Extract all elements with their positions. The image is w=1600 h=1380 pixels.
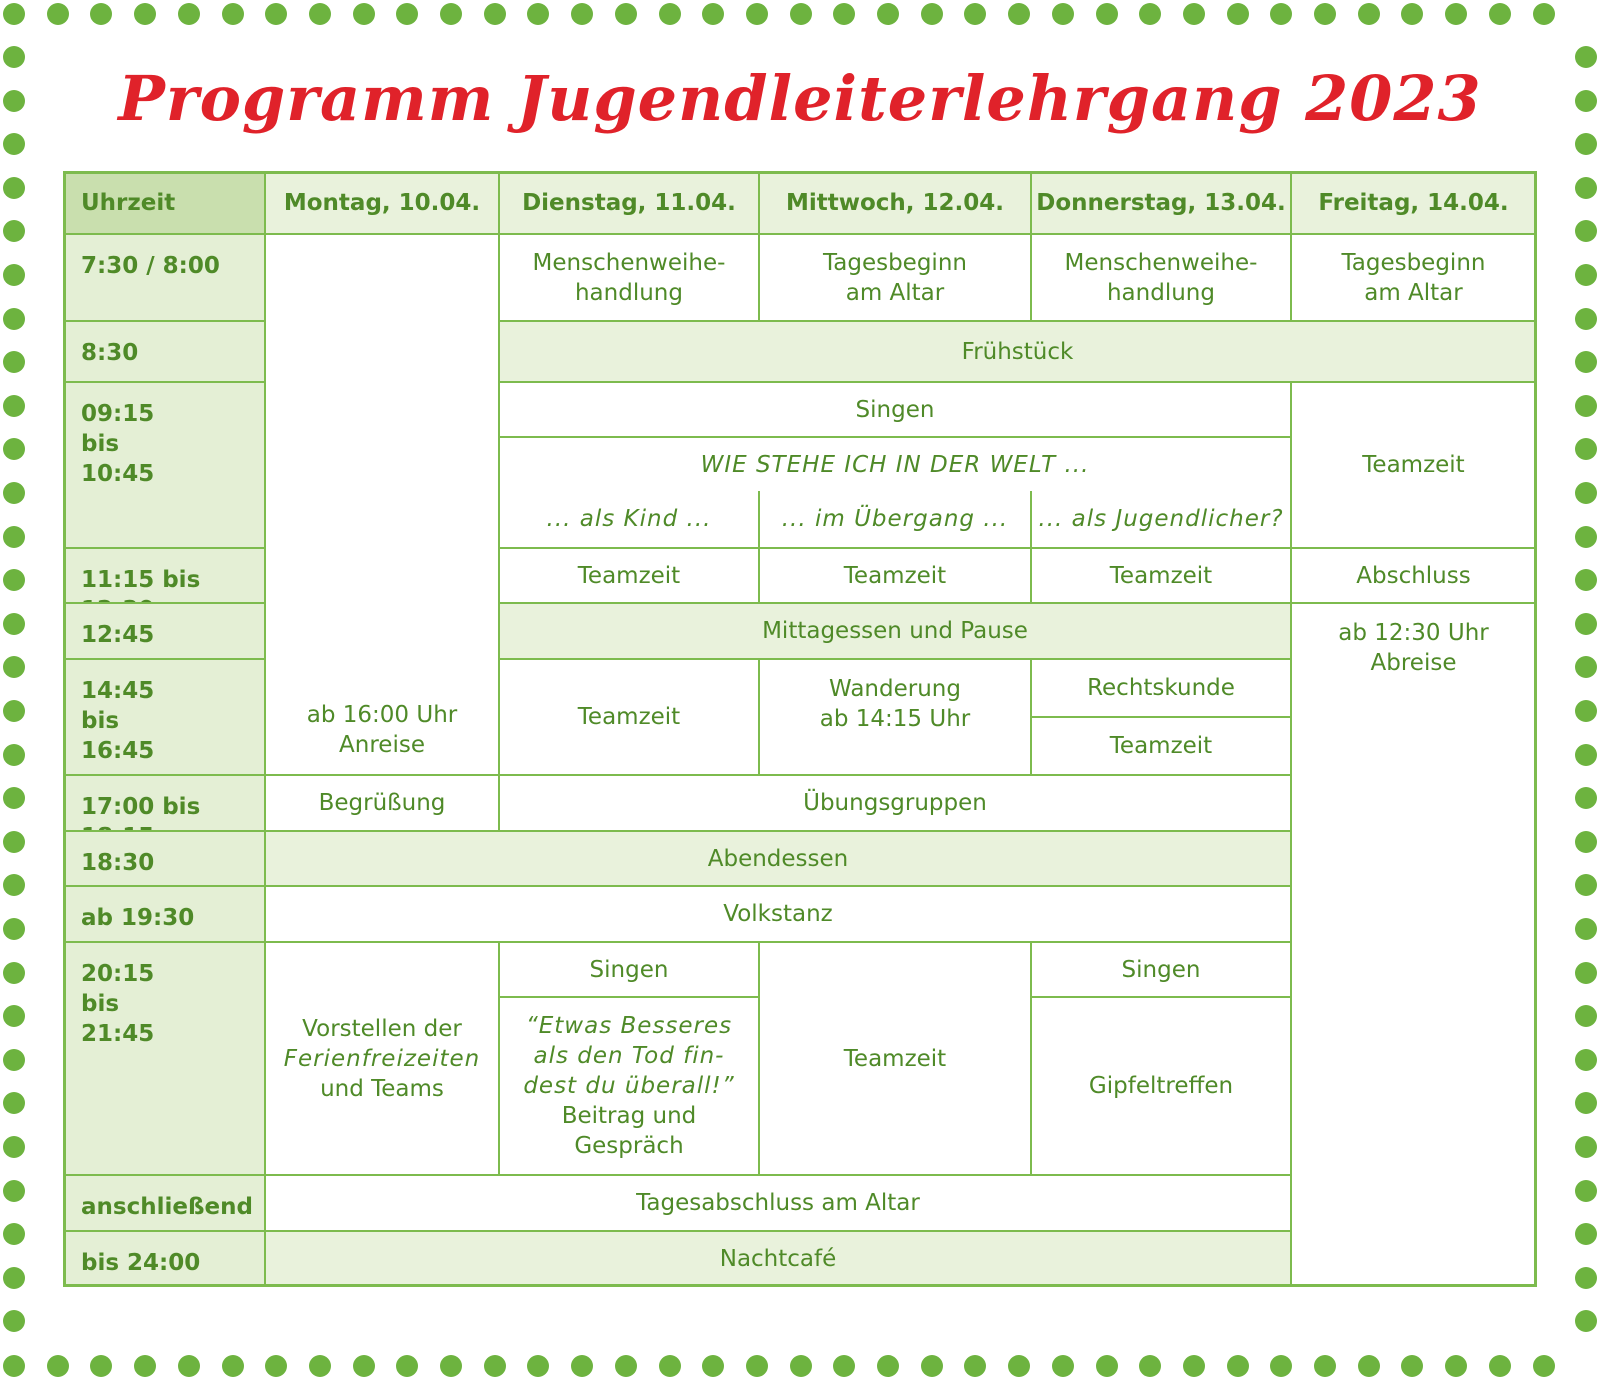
border-dot — [1575, 874, 1597, 896]
border-dot — [702, 1355, 724, 1377]
als-jugendlicher: ... als Jugendlicher? — [1030, 491, 1290, 547]
header-thursday: Donnerstag, 13.04. — [1030, 173, 1290, 233]
border-dot — [1575, 831, 1597, 853]
singen-morning: Singen — [498, 381, 1290, 436]
border-dot — [309, 1355, 331, 1377]
border-dot — [90, 3, 112, 25]
border-dot — [178, 3, 200, 25]
border-dot — [3, 569, 25, 591]
border-dot — [47, 3, 69, 25]
friday-abschluss: Abschluss — [1290, 547, 1535, 602]
border-dot — [1314, 1355, 1336, 1377]
border-dot — [527, 3, 549, 25]
border-dot — [3, 264, 25, 286]
border-dot — [484, 1355, 506, 1377]
border-dot — [353, 3, 375, 25]
border-dot — [571, 1355, 593, 1377]
border-dot — [1575, 787, 1597, 809]
border-dot — [877, 3, 899, 25]
border-dot — [615, 3, 637, 25]
border-dot — [1575, 1223, 1597, 1245]
border-dot — [3, 787, 25, 809]
border-dot — [1052, 3, 1074, 25]
border-dot — [3, 308, 25, 330]
time-0830: 8:30 — [65, 320, 264, 381]
border-dot — [1575, 1310, 1597, 1332]
border-dot — [396, 3, 418, 25]
border-dot — [3, 1267, 25, 1289]
border-dot — [134, 1355, 156, 1377]
border-dot — [1139, 1355, 1161, 1377]
border-dot — [1575, 438, 1597, 460]
time-0730: 7:30 / 8:00 — [65, 233, 264, 320]
time-anschliessend: anschließend — [65, 1174, 264, 1230]
border-dot — [1575, 918, 1597, 940]
border-dot — [3, 133, 25, 155]
border-dot — [833, 1355, 855, 1377]
border-dot — [1445, 3, 1467, 25]
border-dot — [396, 1355, 418, 1377]
border-dot — [1575, 569, 1597, 591]
border-dot — [1008, 3, 1030, 25]
border-dot — [1489, 3, 1511, 25]
border-dot — [1575, 1092, 1597, 1114]
border-dot — [1575, 177, 1597, 199]
abendessen: Abendessen — [264, 830, 1290, 885]
border-dot — [877, 1355, 899, 1377]
border-dot — [484, 3, 506, 25]
border-dot — [3, 918, 25, 940]
border-dot — [3, 3, 25, 25]
border-dot — [1401, 3, 1423, 25]
border-dot — [659, 3, 681, 25]
im-uebergang: ... im Übergang ... — [758, 491, 1030, 547]
border-dot — [3, 656, 25, 678]
border-dot — [1575, 1136, 1597, 1158]
border-dot — [1575, 308, 1597, 330]
border-dot — [3, 1136, 25, 1158]
friday-teamzeit: Teamzeit — [1290, 381, 1535, 547]
border-dot — [1575, 133, 1597, 155]
border-dot — [3, 1005, 25, 1027]
time-2015: 20:15 bis 21:45 — [65, 941, 264, 1174]
thursday-rechtskunde: Rechtskunde — [1030, 658, 1290, 716]
border-dot — [921, 1355, 943, 1377]
border-dot — [222, 1355, 244, 1377]
friday-abreise: ab 12:30 Uhr Abreise — [1290, 602, 1535, 1285]
border-dot — [1575, 264, 1597, 286]
wednesday-wanderung: Wanderung ab 14:15 Uhr — [758, 658, 1030, 774]
border-dot — [3, 962, 25, 984]
header-monday: Montag, 10.04. — [264, 173, 498, 233]
border-dot — [3, 395, 25, 417]
border-dot — [1270, 3, 1292, 25]
border-dot — [3, 831, 25, 853]
header-wednesday: Mittwoch, 12.04. — [758, 173, 1030, 233]
mittagessen: Mittagessen und Pause — [498, 602, 1290, 658]
border-dot — [615, 1355, 637, 1377]
border-dot — [1183, 1355, 1205, 1377]
border-dot — [1575, 656, 1597, 678]
page-title: Programm Jugendleiterlehrgang 2023 — [118, 62, 1482, 135]
border-dot — [3, 744, 25, 766]
border-dot — [921, 3, 943, 25]
border-dot — [3, 1310, 25, 1332]
border-dot — [222, 3, 244, 25]
tuesday-beitrag-text: Beitrag und Gespräch — [561, 1103, 697, 1159]
border-dot — [964, 3, 986, 25]
border-dot — [1227, 1355, 1249, 1377]
time-1245: 12:45 — [65, 602, 264, 658]
tuesday-teamzeit-1445: Teamzeit — [498, 658, 758, 774]
border-dot — [3, 1355, 25, 1377]
border-dot — [1096, 1355, 1118, 1377]
thursday-teamzeit-1445: Teamzeit — [1030, 716, 1290, 774]
border-dot — [1575, 526, 1597, 548]
border-dot — [309, 3, 331, 25]
border-dot — [1575, 1180, 1597, 1202]
border-dot — [3, 351, 25, 373]
border-dot — [3, 700, 25, 722]
time-1700: 17:00 bis — [65, 774, 264, 830]
header-uhrzeit: Uhrzeit — [65, 173, 264, 233]
border-dot — [47, 1355, 69, 1377]
thursday-singen-evening: Singen — [1030, 941, 1290, 996]
border-dot — [1575, 962, 1597, 984]
border-dot — [1358, 3, 1380, 25]
border-dot — [3, 177, 25, 199]
wednesday-teamzeit-1115: Teamzeit — [758, 547, 1030, 602]
border-dot — [3, 1049, 25, 1071]
border-dot — [1358, 1355, 1380, 1377]
border-dot — [571, 3, 593, 25]
tuesday-teamzeit-1115: Teamzeit — [498, 547, 758, 602]
border-dot — [746, 1355, 768, 1377]
border-dot — [1575, 351, 1597, 373]
monday-vorstellen-line3: und Teams — [320, 1075, 444, 1102]
thursday-teamzeit-1115: Teamzeit — [1030, 547, 1290, 602]
border-dot — [1575, 220, 1597, 242]
border-dot — [3, 1092, 25, 1114]
border-dot — [1227, 3, 1249, 25]
nachtcafe: Nachtcafé — [264, 1230, 1290, 1285]
volkstanz: Volkstanz — [264, 885, 1290, 941]
border-dot — [1183, 3, 1205, 25]
tuesday-menschenweihehandlung: Menschenweihe- handlung — [498, 233, 758, 320]
border-dot — [1445, 1355, 1467, 1377]
border-dot — [265, 3, 287, 25]
border-dot — [1401, 1355, 1423, 1377]
border-dot — [1489, 1355, 1511, 1377]
header-friday: Freitag, 14.04. — [1290, 173, 1535, 233]
border-dot — [1575, 744, 1597, 766]
border-dot — [440, 1355, 462, 1377]
border-dot — [1575, 395, 1597, 417]
header-tuesday: Dienstag, 11.04. — [498, 173, 758, 233]
border-dot — [746, 3, 768, 25]
time-1930: ab 19:30 — [65, 885, 264, 941]
border-dot — [1139, 3, 1161, 25]
border-dot — [1314, 3, 1336, 25]
border-dot — [1575, 1049, 1597, 1071]
time-2400: bis 24:00 — [65, 1230, 264, 1285]
border-dot — [3, 438, 25, 460]
fruehstueck: Frühstück — [498, 320, 1535, 381]
border-dot — [440, 3, 462, 25]
border-dot — [353, 1355, 375, 1377]
monday-begruessung: Begrüßung — [264, 774, 498, 830]
border-dot — [833, 3, 855, 25]
border-dot — [790, 3, 812, 25]
border-dot — [964, 1355, 986, 1377]
border-dot — [527, 1355, 549, 1377]
border-dot — [659, 1355, 681, 1377]
border-dot — [3, 874, 25, 896]
border-dot — [90, 1355, 112, 1377]
time-1830: 18:30 — [65, 830, 264, 885]
wie-stehe-ich-in-der-welt: WIE STEHE ICH IN DER WELT ... — [498, 436, 1290, 491]
monday-anreise: ab 16:00 Uhr Anreise — [264, 233, 498, 774]
monday-vorstellen-line2: Ferienfreizeiten — [283, 1045, 481, 1072]
thursday-gipfeltreffen: Gipfeltreffen — [1030, 996, 1290, 1174]
tuesday-etwas-besseres: “Etwas Besseres als den Tod fin- dest du überall!” — [523, 1013, 735, 1099]
border-dot — [178, 1355, 200, 1377]
border-dot — [3, 1223, 25, 1245]
wednesday-tagesbeginn: Tagesbeginn am Altar — [758, 233, 1030, 320]
border-dot — [1096, 3, 1118, 25]
thursday-menschenweihehandlung: Menschenweihe- handlung — [1030, 233, 1290, 320]
border-dot — [790, 1355, 812, 1377]
border-dot — [1270, 1355, 1292, 1377]
border-dot — [3, 482, 25, 504]
border-dot — [1533, 3, 1555, 25]
tuesday-singen-evening: Singen — [498, 941, 758, 996]
border-dot — [1008, 1355, 1030, 1377]
time-0915: 09:15 bis 10:45 — [65, 381, 264, 547]
wednesday-teamzeit-evening: Teamzeit — [758, 941, 1030, 1174]
border-dot — [3, 526, 25, 548]
border-dot — [3, 1180, 25, 1202]
monday-vorstellen-line1: Vorstellen der — [302, 1015, 462, 1042]
uebungsgruppen: Übungsgruppen — [498, 774, 1290, 830]
border-dot — [1533, 1355, 1555, 1377]
tagesabschluss: Tagesabschluss am Altar — [264, 1174, 1290, 1230]
border-dot — [702, 3, 724, 25]
border-dot — [1575, 1267, 1597, 1289]
time-1115: 11:15 bis — [65, 547, 264, 602]
border-dot — [3, 220, 25, 242]
table-frame — [63, 171, 1537, 1287]
border-dot — [1575, 700, 1597, 722]
border-dot — [1575, 613, 1597, 635]
friday-tagesbeginn: Tagesbeginn am Altar — [1290, 233, 1535, 320]
border-dot — [1052, 1355, 1074, 1377]
border-dot — [134, 3, 156, 25]
border-dot — [3, 613, 25, 635]
border-dot — [1575, 482, 1597, 504]
time-1445: 14:45 bis 16:45 — [65, 658, 264, 774]
border-dot — [1575, 1005, 1597, 1027]
border-dot — [265, 1355, 287, 1377]
als-kind: ... als Kind ... — [498, 491, 758, 547]
